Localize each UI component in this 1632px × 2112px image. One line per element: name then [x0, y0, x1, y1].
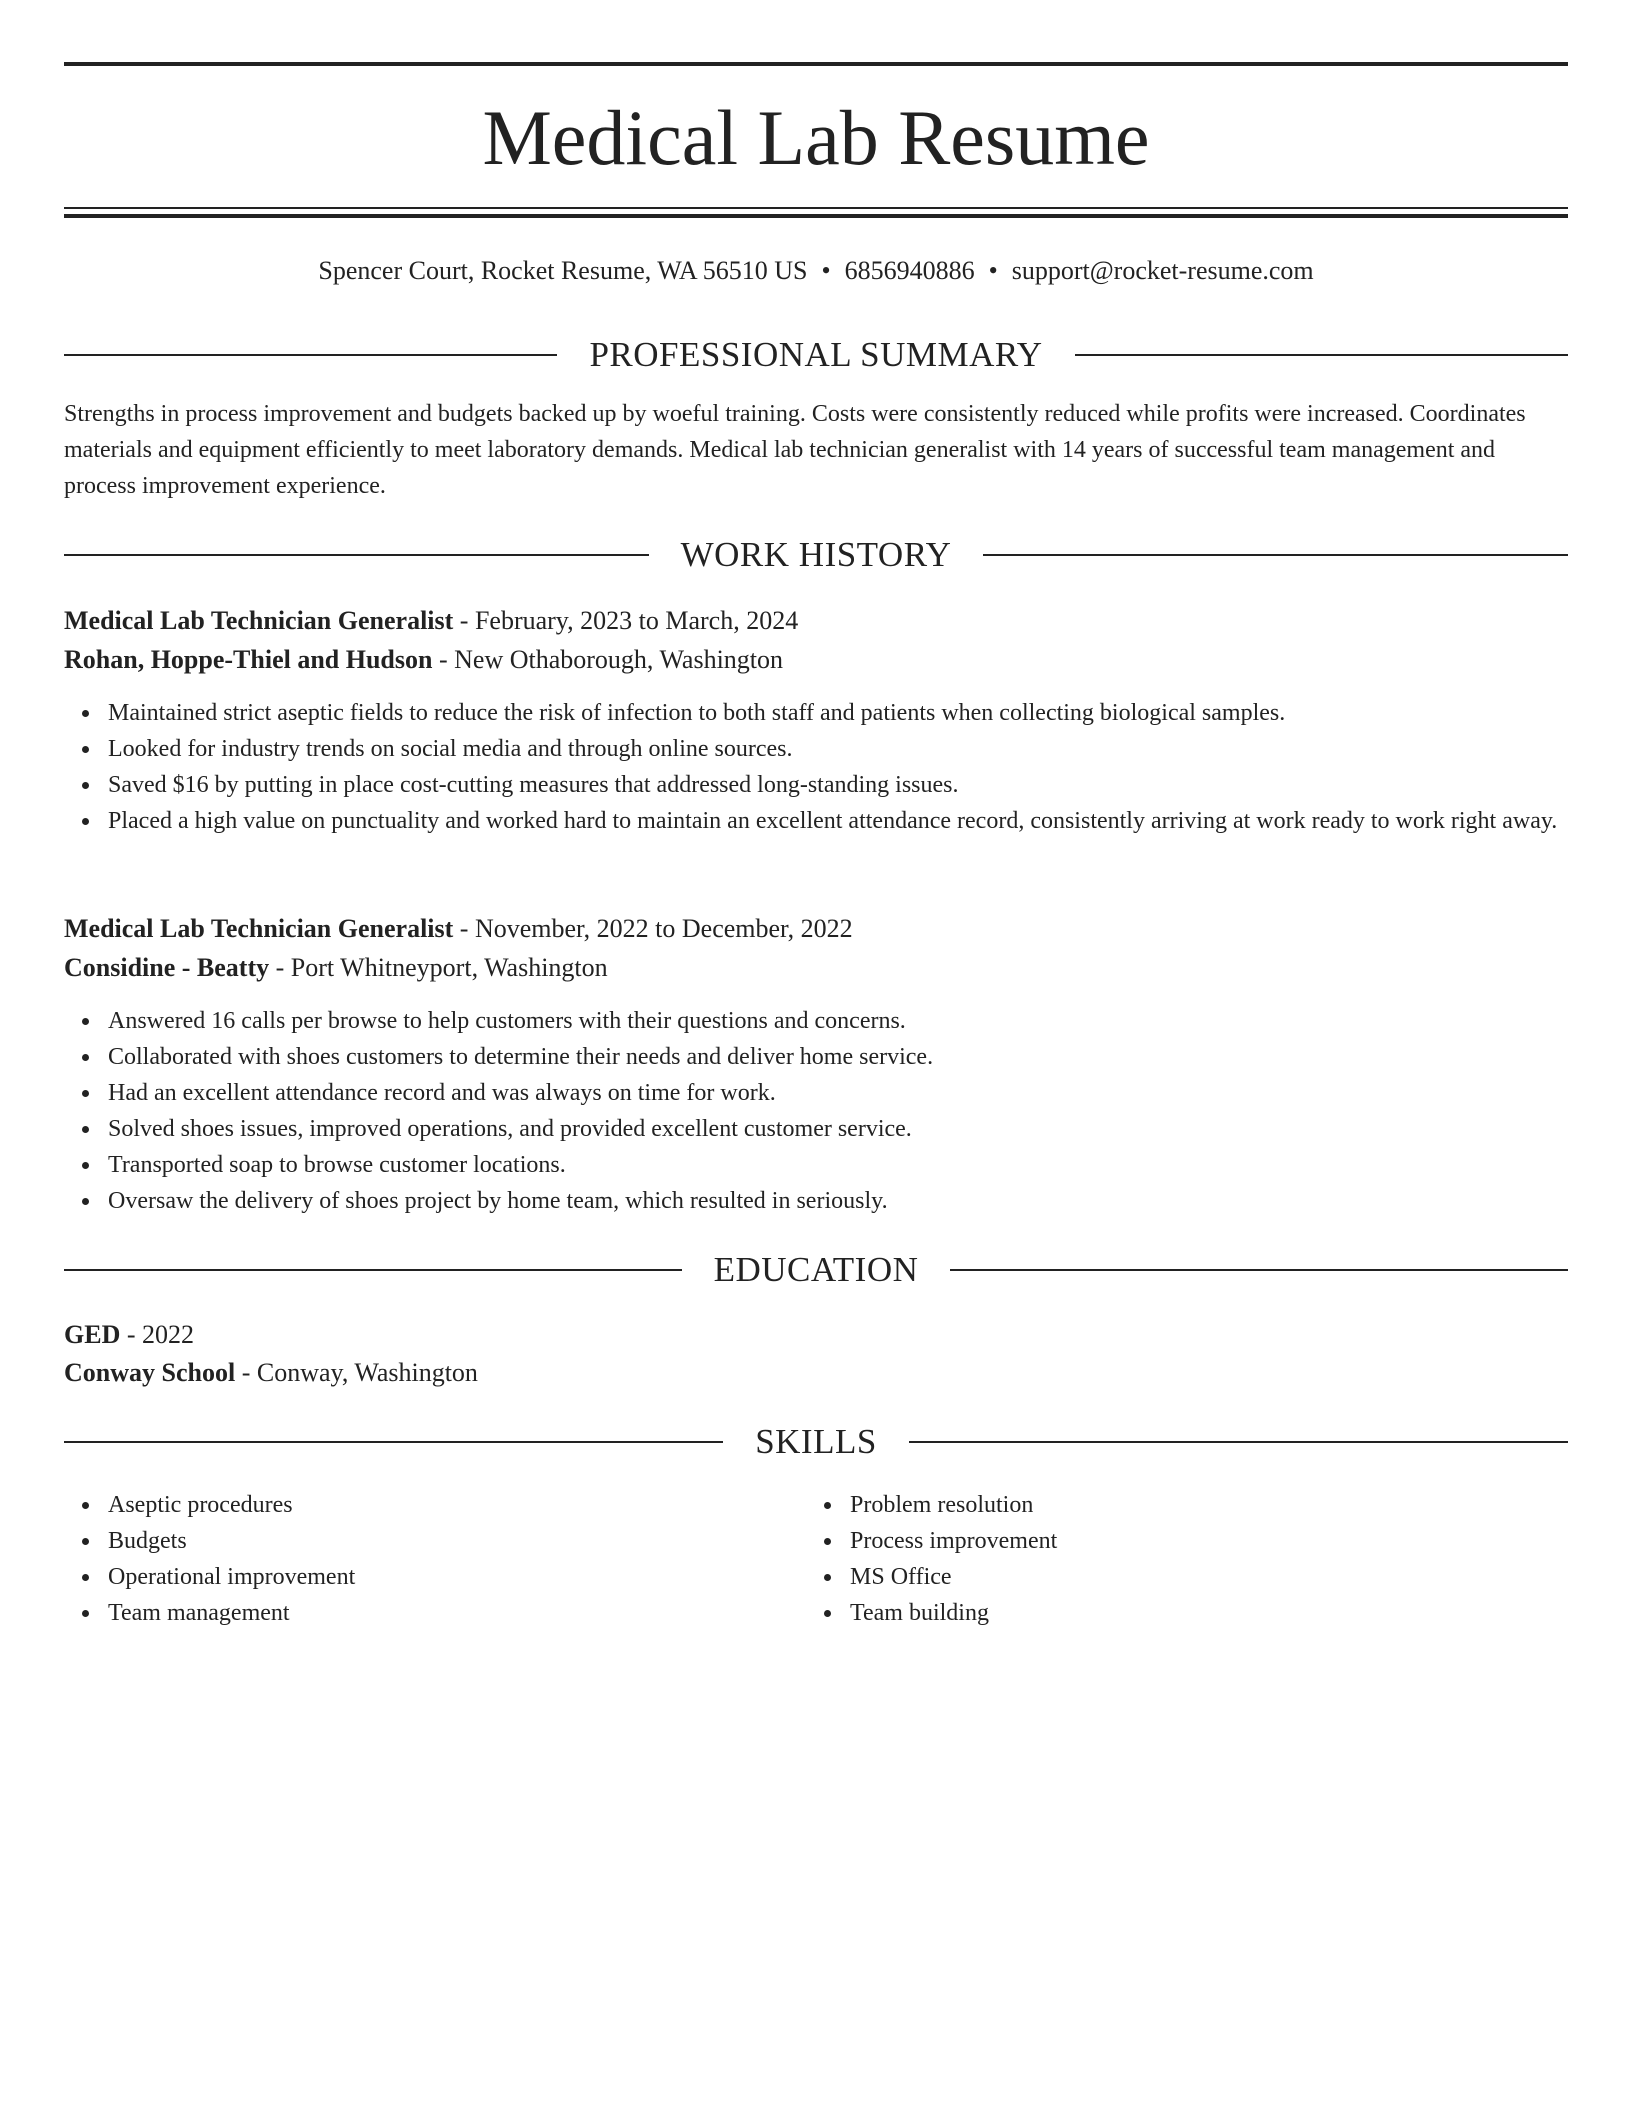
title-rule-thick [64, 214, 1568, 218]
job-location: - Port Whitneyport, Washington [269, 953, 608, 982]
list-item: Answered 16 calls per browse to help customers with their questions and concerns. [108, 1003, 1612, 1039]
job-bullets [64, 1003, 1612, 1219]
job-title: Medical Lab Technician Generalist [64, 914, 454, 943]
list-item: Had an excellent attendance record and was always on time for work. [108, 1075, 1612, 1111]
skill-item: MS Office [850, 1559, 1550, 1595]
skill-item: Budgets [108, 1523, 808, 1559]
job-title: Medical Lab Technician Generalist [64, 606, 454, 635]
page-title: Medical Lab Resume [482, 94, 1150, 181]
divider-line [64, 354, 557, 356]
skills-list-left [64, 1487, 808, 1631]
section-title: PROFESSIONAL SUMMARY [589, 335, 1043, 374]
summary-text: Strengths in process improvement and budgets backed up by woeful training. Costs were consistently reduced while profits were increased. Coordinates materials and equipment efficiently to meet laboratory demands. Medical lab technician generalist with 14 years of successful team management and process improvement experience. [64, 401, 1526, 499]
job-company-line [64, 949, 1568, 987]
list-item: Transported soap to browse customer locations. [108, 1147, 1612, 1183]
skill-item: Problem resolution [850, 1487, 1550, 1523]
list-item: Collaborated with shoes customers to determine their needs and deliver home service. [108, 1039, 1612, 1075]
section-heading-summary [64, 335, 1568, 375]
divider-line [1075, 354, 1568, 356]
skill-item: Process improvement [850, 1523, 1550, 1559]
skill-item: Team management [108, 1595, 808, 1631]
education-degree: GED [64, 1320, 121, 1349]
contact-email: support@rocket-resume.com [1011, 256, 1314, 285]
skill-item: Aseptic procedures [108, 1487, 808, 1523]
education-school-line [64, 1354, 1568, 1392]
job-company-line [64, 641, 1568, 679]
skill-item: Operational improvement [108, 1559, 808, 1595]
section-title: WORK HISTORY [680, 535, 952, 574]
job-bullets [64, 695, 1612, 839]
contact-line [64, 253, 1568, 289]
title-rule-thin [64, 207, 1568, 209]
top-rule [64, 62, 1568, 66]
list-item: Solved shoes issues, improved operations, and provided excellent customer service. [108, 1111, 1612, 1147]
job-dates: - November, 2022 to December, 2022 [453, 914, 853, 943]
job-company: Rohan, Hoppe-Thiel and Hudson [64, 645, 433, 674]
section-heading-education [64, 1250, 1568, 1290]
education-year: - 2022 [120, 1320, 195, 1349]
education-degree-line [64, 1316, 1568, 1354]
job-title-line [64, 910, 1568, 948]
education-school: Conway School [64, 1358, 236, 1387]
contact-phone: 6856940886 [844, 256, 975, 285]
divider-line [950, 1269, 1568, 1271]
list-item: Looked for industry trends on social media and through online sources. [108, 731, 1612, 767]
job-dates: - February, 2023 to March, 2024 [453, 606, 799, 635]
contact-separator: • [988, 256, 998, 285]
section-heading-skills [64, 1422, 1568, 1462]
job-company: Considine - Beatty [64, 953, 270, 982]
job-title-line [64, 602, 1568, 640]
list-item: Placed a high value on punctuality and worked hard to maintain an excellent attendance record, consistently arriving at work ready to work right away. [108, 803, 1612, 839]
contact-separator: • [821, 256, 831, 285]
divider-line [983, 554, 1568, 556]
skills-list-right [806, 1487, 1550, 1631]
divider-line [64, 554, 649, 556]
list-item: Saved $16 by putting in place cost-cutting measures that addressed long-standing issues. [108, 767, 1612, 803]
section-heading-work [64, 535, 1568, 575]
contact-address: Spencer Court, Rocket Resume, WA 56510 US [318, 256, 808, 285]
job-location: - New Othaborough, Washington [432, 645, 784, 674]
section-title: SKILLS [755, 1422, 877, 1461]
divider-line [64, 1269, 682, 1271]
skill-item: Team building [850, 1595, 1550, 1631]
list-item: Maintained strict aseptic fields to reduce the risk of infection to both staff and patients when collecting biological samples. [108, 695, 1612, 731]
divider-line [64, 1441, 723, 1443]
divider-line [909, 1441, 1568, 1443]
list-item: Oversaw the delivery of shoes project by home team, which resulted in seriously. [108, 1183, 1612, 1219]
education-location: - Conway, Washington [235, 1358, 478, 1387]
section-title: EDUCATION [713, 1250, 919, 1289]
